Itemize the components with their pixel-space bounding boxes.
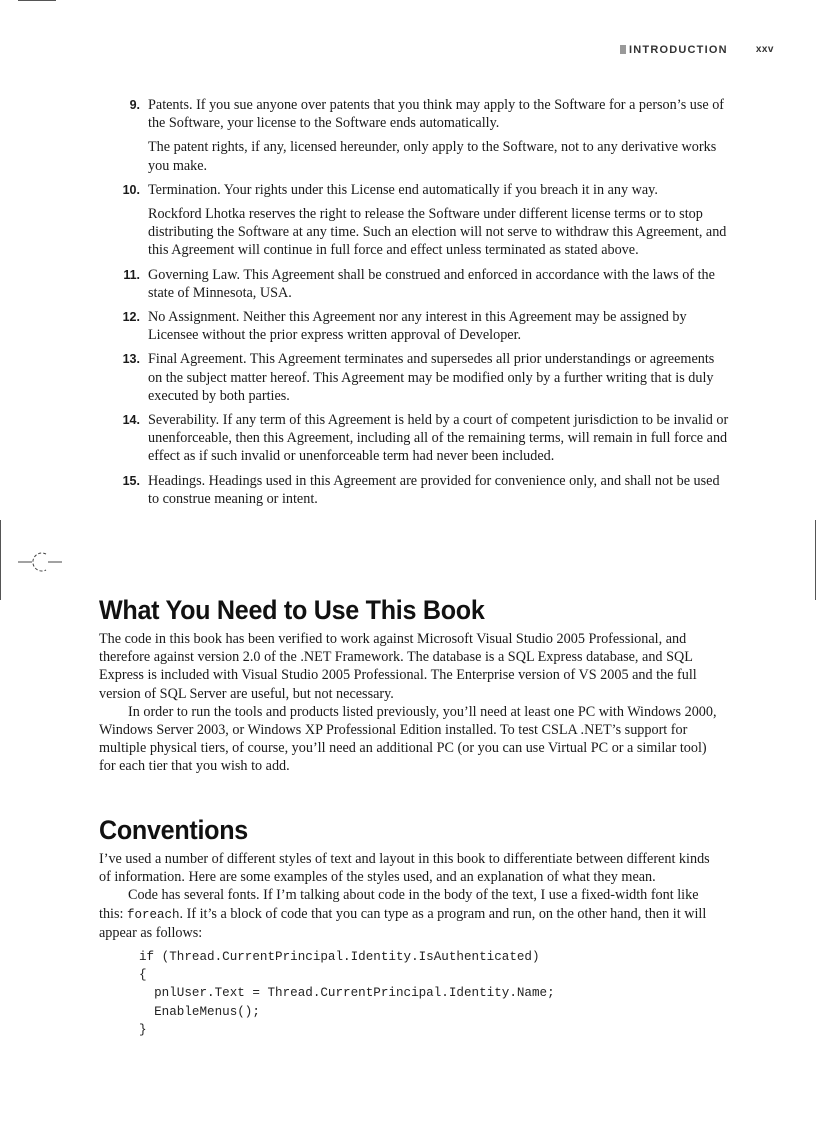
item-text: Headings. Headings used in this Agreement are provided for convenience only, and shall not be used to construe meaning or intent. (148, 472, 720, 507)
crop-mark-left (0, 520, 1, 600)
conventions-heading: Conventions (99, 815, 248, 845)
header-section (620, 44, 728, 56)
list-item (110, 411, 730, 466)
list-item (110, 308, 730, 344)
license-terms-list (110, 96, 730, 514)
conventions-paragraph-1: I’ve used a number of different styles of text and layout in this book to differentiate between different kinds of information. Here are some examples of the styles used, and an explanation of what they mean. (99, 851, 710, 886)
item-extra-text: Rockford Lhotka reserves the right to release the Software under different license terms or to stop distributing the Software at any time. Such an election will not serve to withdraw this Agreement, and this Agreement will continue in full force and effect unless terminated as stated above. (148, 206, 727, 259)
item-text: No Assignment. Neither this Agreement nor any interest in this Agreement may be assigned by Licensee without the prior express written approval of Developer. (148, 309, 687, 344)
list-item (110, 96, 730, 175)
paragraph-text: . If it’s a block of code that you can type as a program and run, on the other hand, then it will appear as follows: (99, 905, 707, 941)
requirements-section (99, 595, 719, 776)
item-text: Governing Law. This Agreement shall be construed and enforced in accordance with the laws of the state of Minnesota, USA. (148, 266, 715, 301)
item-number: 11. (123, 267, 140, 282)
list-item (110, 266, 730, 302)
requirements-heading: What You Need to Use This Book (99, 595, 485, 625)
conventions-paragraph-2 (99, 886, 719, 942)
requirements-paragraph-2: In order to run the tools and products listed previously, you’ll need at least one PC with Windows 2000, Windows Server 2003, or Windows XP Professional Edition installed. To test CSLA .NET’s support for multiple physical tiers, of course, you’ll need an additional PC (or you can use Virtual PC or a similar tool) for each tier that you wish to add. (99, 703, 717, 775)
conventions-section (99, 815, 719, 1039)
item-number: 10. (122, 182, 140, 197)
inline-code: foreach (127, 907, 180, 922)
list-item (110, 350, 730, 405)
requirements-paragraph-1: The code in this book has been verified to work against Microsoft Visual Studio 2005 Professional, and therefore against version 2.0 of the .NET Framework. The database is a SQL Express database, and SQL Express is included with Visual Studio 2005 Professional. The Enterprise version of VS 2005 and the full version of SQL Server are useful, but not necessary. (99, 631, 697, 702)
page-number: xxv (755, 44, 774, 55)
paragraph-text: Code has several fonts. If I’m talking about code in the body of the text, I use a fixed-width font like this: (99, 887, 699, 922)
item-text: Patents. If you sue anyone over patents that you think may apply to the Software for a person’s use of the Software, your license to the Software ends automatically. (148, 97, 725, 132)
item-number: 14. (122, 413, 140, 428)
item-number: 13. (122, 352, 140, 367)
registration-mark-icon (18, 550, 62, 574)
item-text: Termination. Your rights under this License end automatically if you breach it in any way. (148, 181, 658, 198)
item-text: Severability. If any term of this Agreement is held by a court of competent jurisdiction to be invalid or unenforceable, then this Agreement, including all of the remaining terms, will remain in full force and effect as if such invalid or unenforceable term had never been included. (148, 412, 729, 465)
code-block: if (Thread.CurrentPrincipal.Identity.IsAuthenticated) { pnlUser.Text = Thread.CurrentPrincipal.Identity.Name; EnableMenus(); } (139, 950, 555, 1037)
item-text: Final Agreement. This Agreement terminates and supersedes all prior understandings or agreements on the subject matter hereof. This Agreement may be modified only by a further writing that is duly executed by both parties. (148, 351, 715, 404)
crop-mark-top (18, 0, 56, 1)
item-extra-text: The patent rights, if any, licensed hereunder, only apply to the Software, not to any derivative works you make. (148, 139, 717, 174)
item-number: 15. (122, 473, 140, 488)
list-item (110, 181, 730, 260)
item-number: 9. (129, 98, 140, 112)
header-bar-icon (620, 45, 626, 54)
item-number: 12. (122, 310, 140, 325)
list-item (110, 472, 730, 508)
running-header (620, 44, 774, 60)
header-section-title: INTRODUCTION (629, 44, 728, 56)
